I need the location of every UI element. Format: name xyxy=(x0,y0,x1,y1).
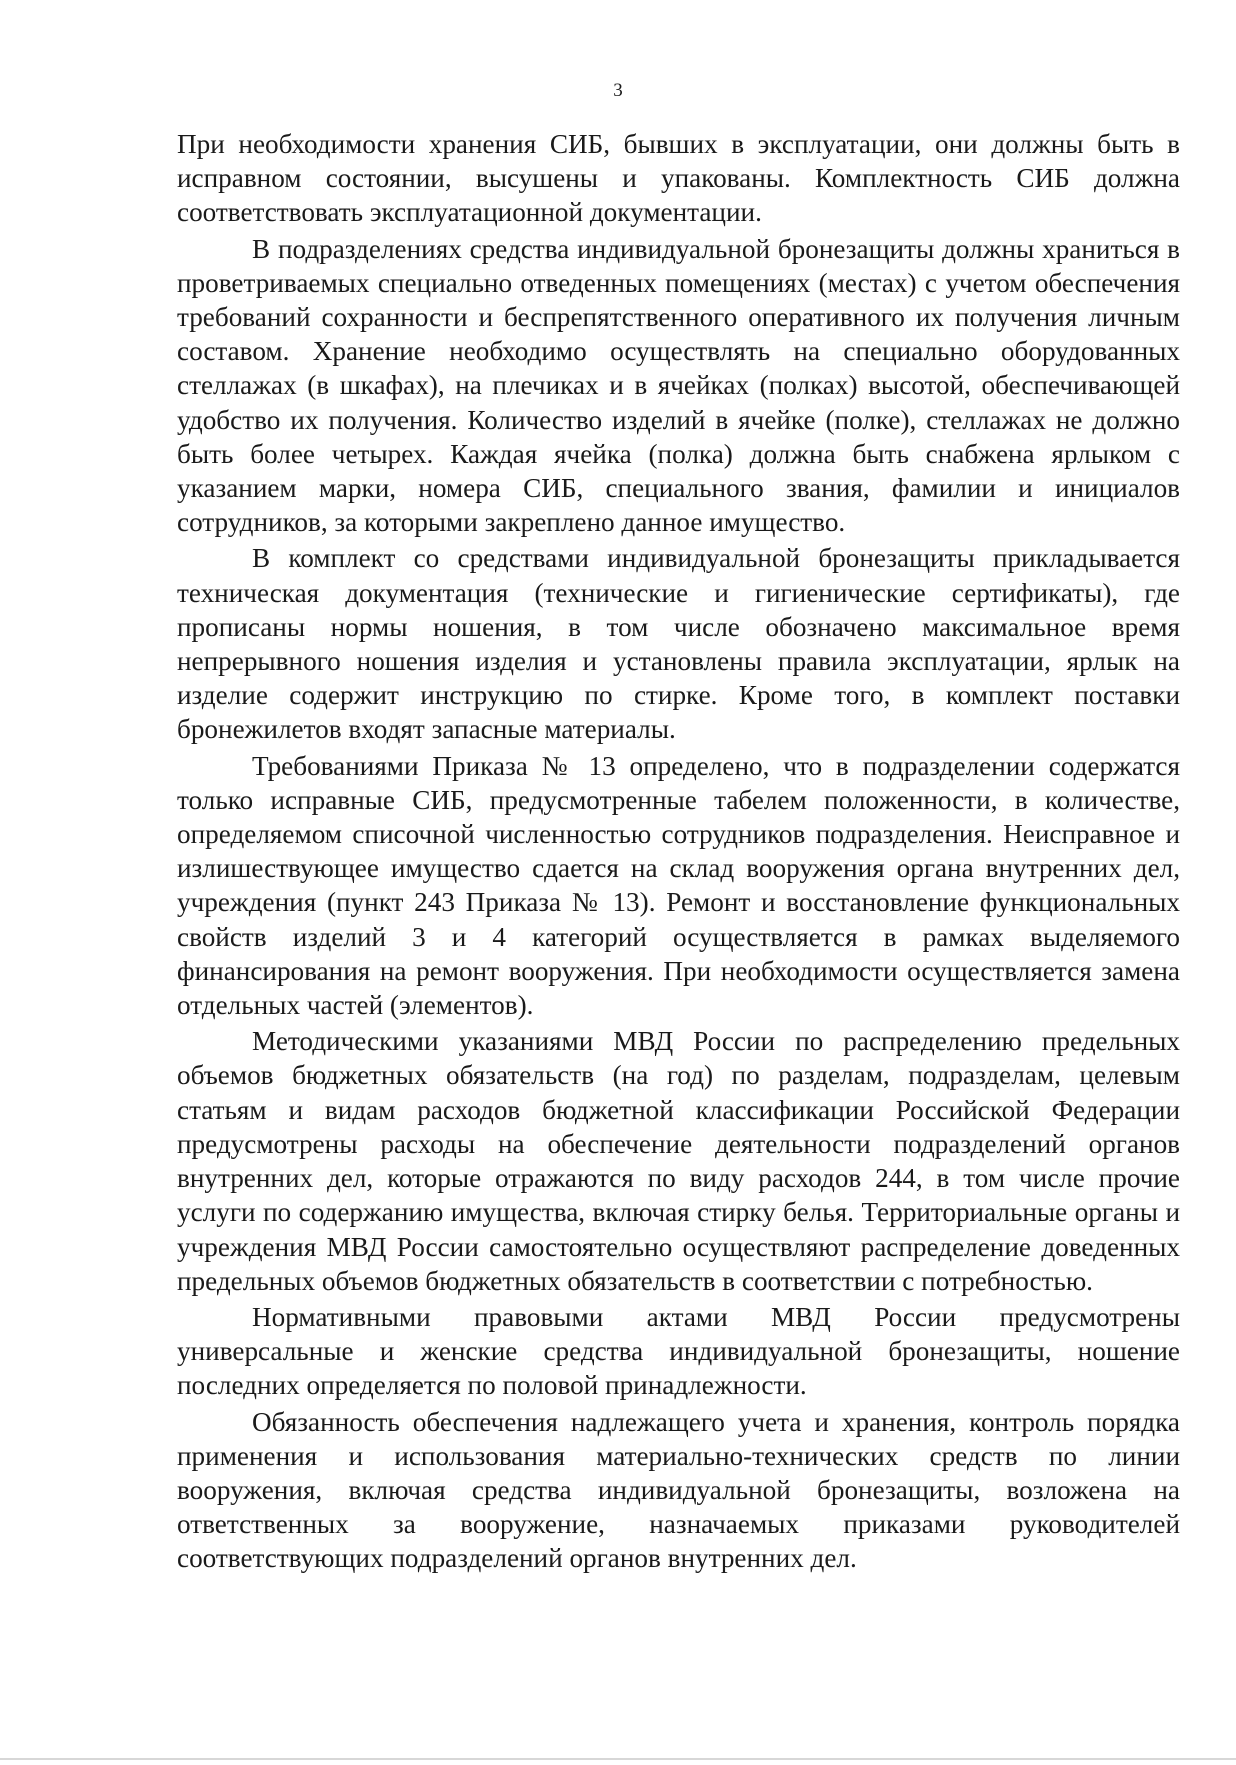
paragraph-budget-guidelines: Методическими указаниями МВД России по распределению предельных объемов бюджетных обязательств (на год) по разделам, подразделам, целевым статьям и видам расходов бюджетной классификации Российской Федерации предусмотрены расходы на обеспечение деятельности подразделений органов внутренних дел, которые отражаются по виду расходов 244, в том числе прочие услуги по содержанию имущества, включая стирку белья. Территориальные органы и учреждения МВД России самостоятельно осуществляют распределение доведенных предельных объемов бюджетных обязательств в соответствии с потребностью. xyxy=(177,1026,1180,1296)
paragraph-storage-rooms: В подразделениях средства индивидуальной бронезащиты должны храниться в проветриваемых специально отведенных помещениях (местах) с учетом обеспечения требований сохранности и беспрепятственного оперативного их получения личным составом. Хранение необходимо осуществлять на специально оборудованных стеллажах (в шкафах), на плечиках и в ячейках (полках) высотой, обеспечивающей удобство их получения. Количество изделий в ячейке (полке), стеллажах не должно быть более четырех. Каждая ячейка (полка) должна быть снабжена ярлыком с указанием марки, номера СИБ, специального звания, фамилии и инициалов сотрудников, за которыми закреплено данное имущество. xyxy=(177,233,1180,538)
document-body xyxy=(177,127,1180,1578)
paragraph-responsibility: Обязанность обеспечения надлежащего учета и хранения, контроль порядка применения и использования материально-технических средств по линии вооружения, включая средства индивидуальной бронезащиты, возложена на ответственных за вооружение, назначаемых приказами руководителей соответствующих подразделений органов внутренних дел. xyxy=(177,1406,1180,1574)
paragraph-storage-condition: При необходимости хранения СИБ, бывших в эксплуатации, они должны быть в исправном состоянии, высушены и упакованы. Комплектность СИБ должна соответствовать эксплуатационной документации. xyxy=(177,129,1180,228)
paragraph-documentation: В комплект со средствами индивидуальной бронезащиты прикладывается техническая документация (технические и гигиенические сертификаты), где прописаны нормы ношения, в том числе обозначено максимальное время непрерывного ношения изделия и установлены правила эксплуатации, ярлык на изделие содержит инструкцию по стирке. Кроме того, в комплект поставки бронежилетов входят запасные материалы. xyxy=(177,543,1180,745)
paragraph-universal-female: Нормативными правовыми актами МВД России предусмотрены универсальные и женские средства индивидуальной бронезащиты, ношение последних определяется по половой принадлежности. xyxy=(177,1301,1180,1401)
scan-bottom-edge xyxy=(0,1758,1236,1760)
page-number: 3 xyxy=(613,80,623,101)
paragraph-order-13: Требованиями Приказа № 13 определено, что в подразделении содержатся только исправные СИБ, предусмотренные табелем положенности, в количестве, определяемом списочной численностью сотрудников подразделения. Неисправное и излишествующее имущество сдается на склад вооружения органа внутренних дел, учреждения (пункт 243 Приказа № 13). Ремонт и восстановление функциональных свойств изделий 3 и 4 категорий осуществляется в рамках выделяемого финансирования на ремонт вооружения. При необходимости осуществляется замена отдельных частей (элементов). xyxy=(177,750,1180,1021)
